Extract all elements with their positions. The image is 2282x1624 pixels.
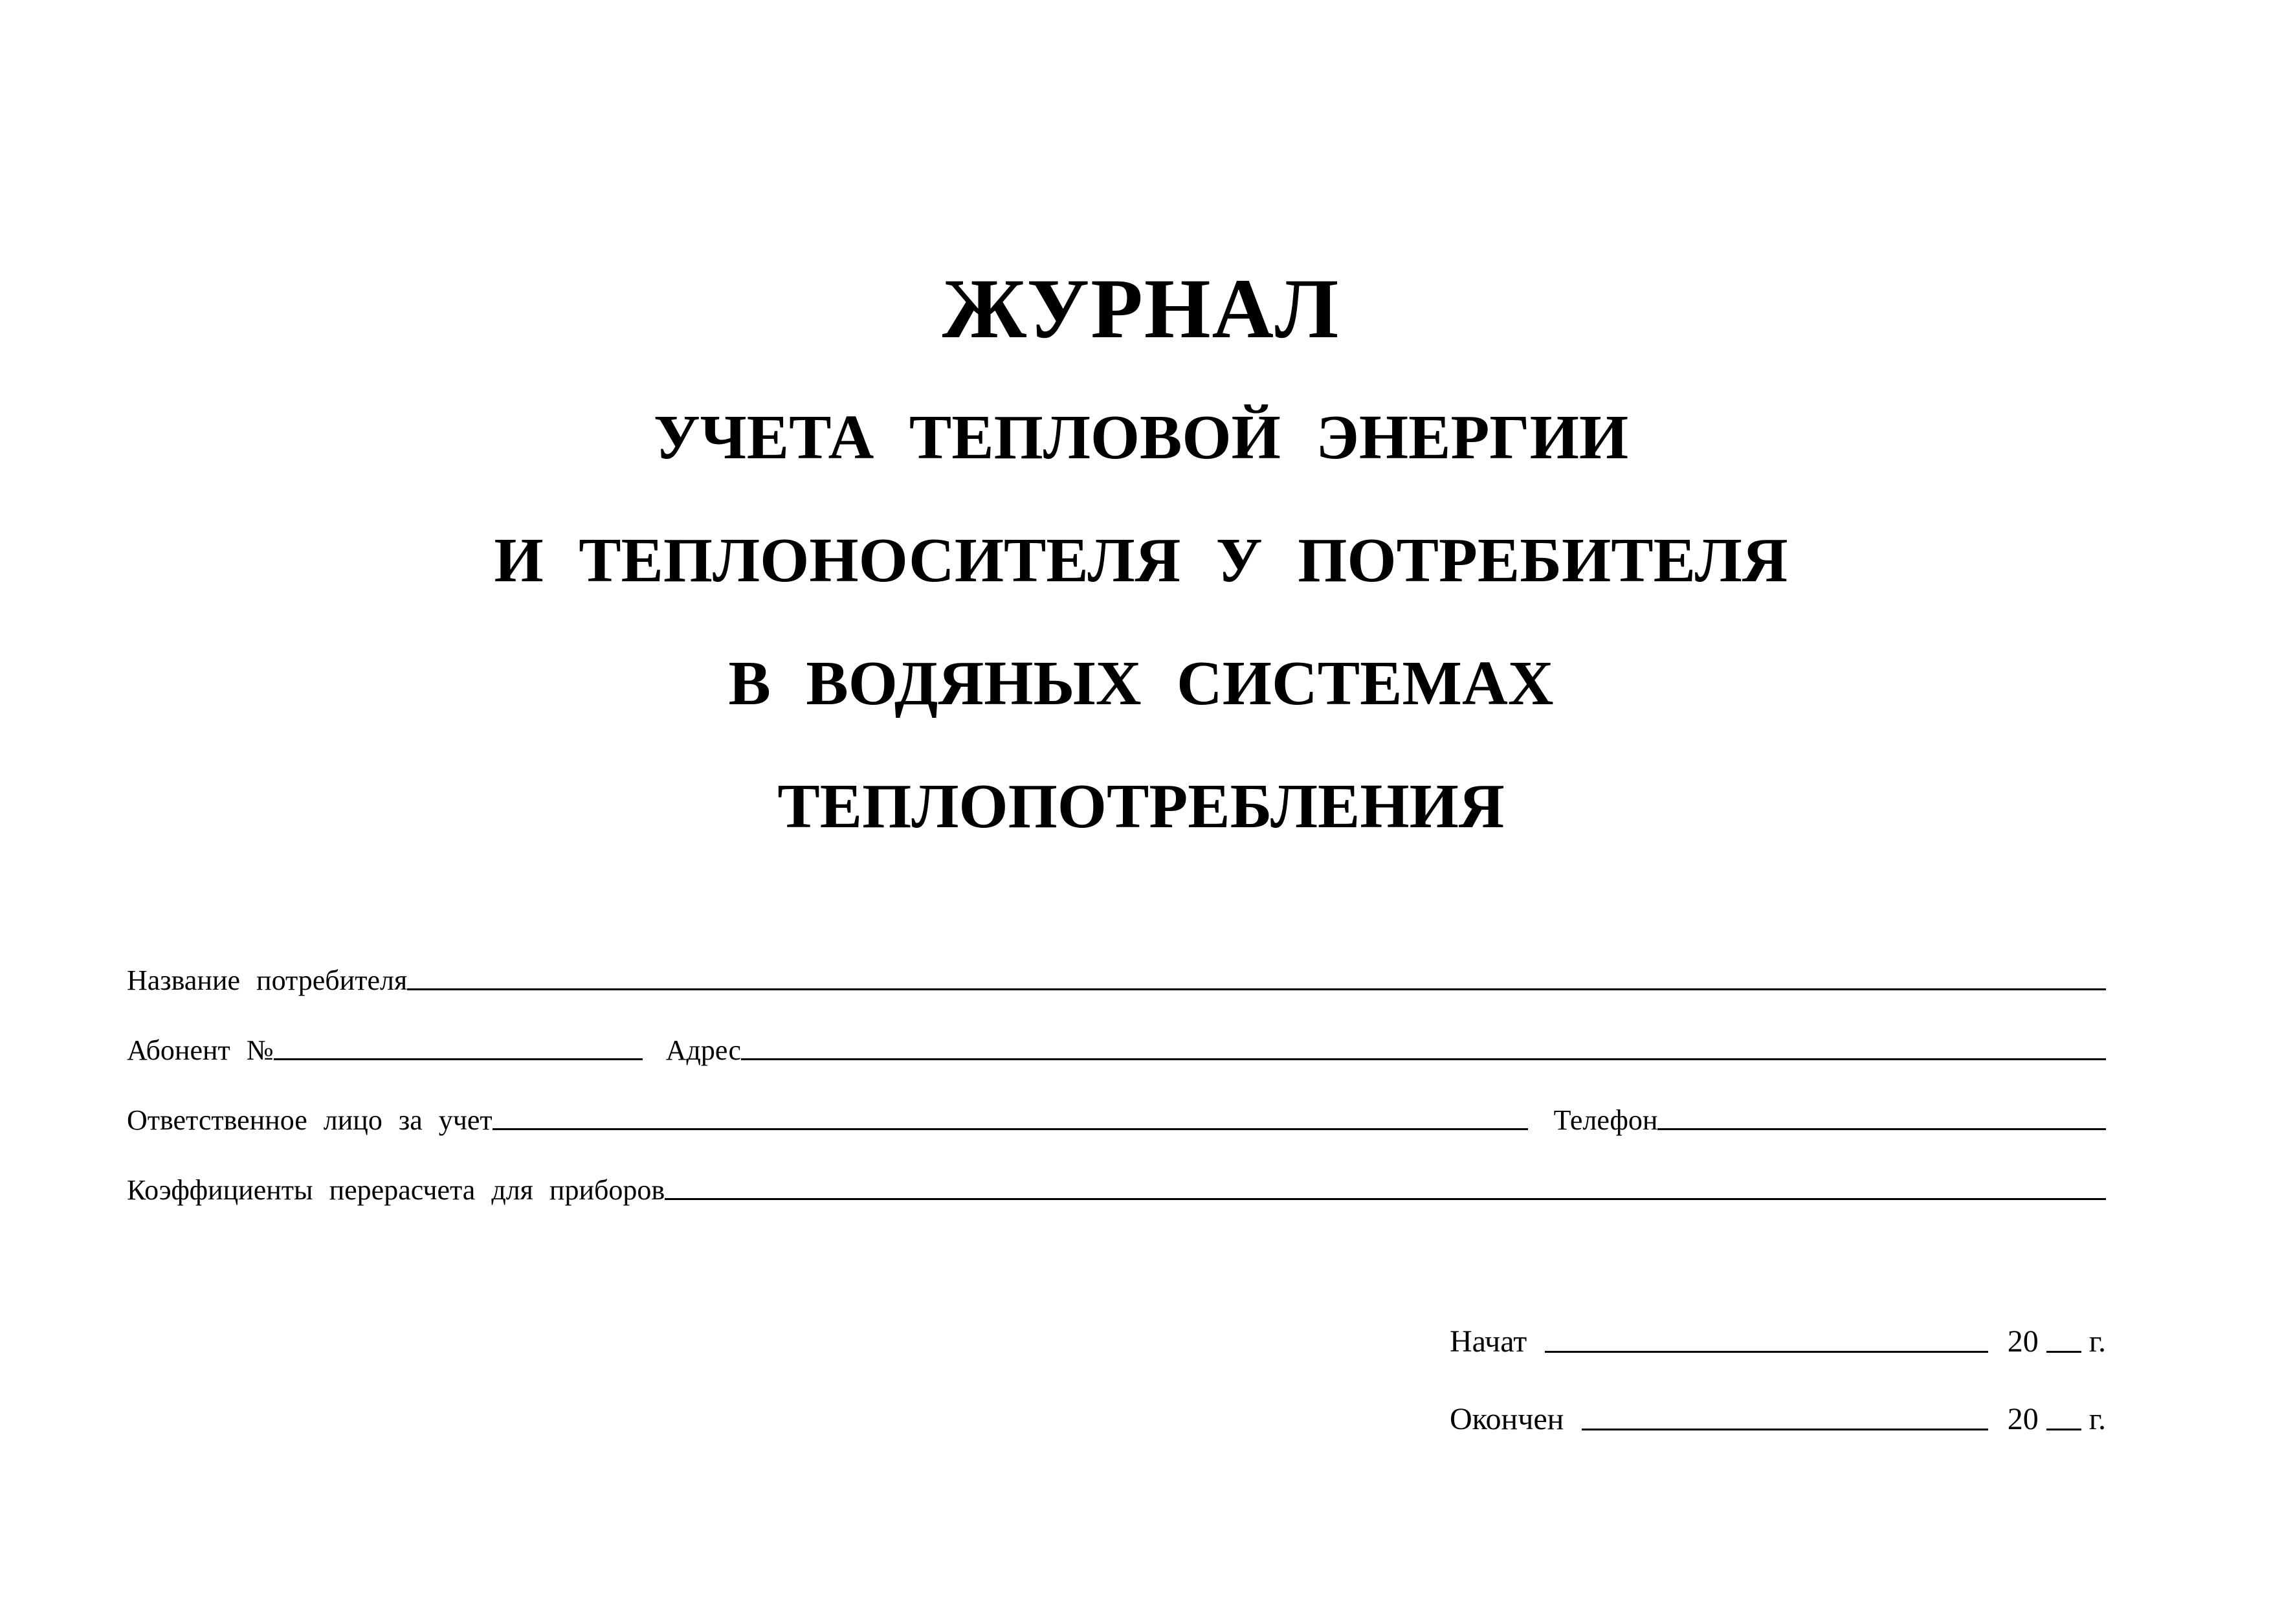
responsible-phone-row bbox=[127, 1098, 2106, 1137]
phone-label: Телефон bbox=[1553, 1104, 1658, 1136]
responsible-person-blank[interactable] bbox=[493, 1128, 1528, 1130]
coefficients-blank[interactable] bbox=[665, 1198, 2106, 1200]
consumer-name-row bbox=[127, 958, 2106, 997]
journal-subtitle-line-4: ТЕПЛОПОТРЕБЛЕНИЯ bbox=[777, 772, 1505, 841]
coefficients-row bbox=[127, 1168, 2106, 1207]
subscriber-number-blank[interactable] bbox=[274, 1058, 643, 1060]
journal-subtitle-line-2: И ТЕПЛОНОСИТЕЛЯ У ПОТРЕБИТЕЛЯ bbox=[494, 526, 1788, 595]
subscriber-address-row bbox=[127, 1028, 2106, 1067]
coefficients-label: Коэффициенты перерасчета для приборов bbox=[127, 1174, 665, 1206]
finished-year-blank[interactable] bbox=[2046, 1429, 2081, 1430]
started-year-blank[interactable] bbox=[2046, 1351, 2081, 1353]
finished-date-row bbox=[1450, 1392, 2106, 1437]
journal-title: ЖУРНАЛ bbox=[942, 261, 1340, 356]
finished-date-blank[interactable] bbox=[1582, 1429, 1988, 1430]
consumer-name-label: Название потребителя bbox=[127, 964, 408, 996]
address-blank[interactable] bbox=[741, 1058, 2106, 1060]
started-label: Начат bbox=[1450, 1324, 1527, 1359]
started-date-row bbox=[1450, 1314, 2106, 1359]
responsible-person-label: Ответственное лицо за учет bbox=[127, 1104, 493, 1136]
started-year-prefix: 20 bbox=[2007, 1324, 2039, 1359]
address-label: Адрес bbox=[665, 1034, 742, 1066]
consumer-name-blank[interactable] bbox=[407, 988, 2106, 990]
finished-year-prefix: 20 bbox=[2007, 1402, 2039, 1436]
subscriber-number-label: Абонент № bbox=[127, 1034, 274, 1066]
journal-subtitle-line-3: В ВОДЯНЫХ СИСТЕМАХ bbox=[728, 649, 1554, 718]
phone-blank[interactable] bbox=[1657, 1128, 2106, 1130]
finished-label: Окончен bbox=[1450, 1402, 1564, 1436]
journal-subtitle-line-1: УЧЕТА ТЕПЛОВОЙ ЭНЕРГИИ bbox=[653, 403, 1629, 473]
started-year-suffix: г. bbox=[2088, 1324, 2106, 1359]
finished-year-suffix: г. bbox=[2088, 1402, 2106, 1436]
started-date-blank[interactable] bbox=[1545, 1351, 1988, 1353]
